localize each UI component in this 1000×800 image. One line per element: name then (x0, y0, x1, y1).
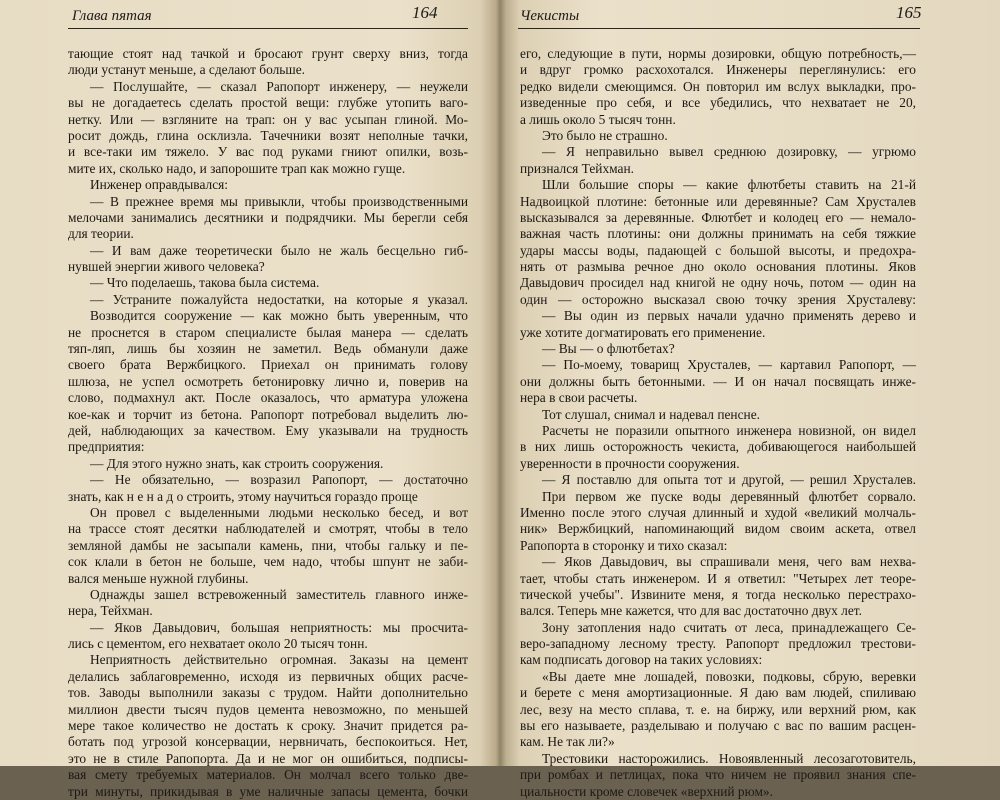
text-line: нера, Тейхман. (68, 603, 153, 619)
text-line: земляной дамбы не засыпали камень, пни, чтобы гальку и пе- (68, 537, 468, 553)
text-line: кое-как и торчит из бетона. Рапопорт потребовал выделить лю- (68, 406, 468, 422)
text-line: веро-западному лесному тресту. Рапопорт предложил трестови- (520, 636, 916, 652)
text-line: Давыдович просидел над книгой не одну ночь, потом — один на (520, 275, 916, 291)
text-line: при ромбах и петлицах, пока что ничем не проявил знания спе- (520, 767, 916, 783)
text-line: Надвоицкой плотине: бетонные или деревянные? Сам Хрусталев (520, 193, 916, 209)
text-line: вы не догадаетесь сделать простой вещи: глубже утопить ваго- (68, 95, 468, 111)
text-line: уже хотите догматировать его применение. (520, 324, 766, 340)
text-line: ботать под угрозой консервации, нервничать, беспокоиться. Нет, (68, 734, 468, 750)
text-line: и вдруг громко расхохотался. Инженеры переглянулись: его (520, 62, 916, 78)
right-page (500, 0, 1000, 799)
text-line: — Я неправильно вывел среднюю дозировку, — угрюмо (542, 144, 916, 160)
text-line: на трассе стоят десятки наблюдателей и смотрят, чтобы в тело (68, 521, 468, 537)
text-line: — Я поставлю для опыта тот и другой, — решил Хрусталев. (542, 472, 916, 488)
text-line: Шли большие споры — какие флютбеты ставить на 21-й (542, 177, 916, 193)
text-line: в них лишь осторожность чекиста, добивающегося наибольшей (520, 439, 916, 455)
text-line: Однажды зашел встревоженный заместитель главного инже- (90, 586, 468, 602)
text-line: — Устраните пожалуйста недостатки, на которые я указал. (90, 291, 468, 307)
text-line: нять от размыва речное дно около основания плотины. Яков (520, 259, 916, 275)
text-line: — Вы — о флютбетах? (542, 341, 675, 357)
text-line: — По-моему, товарищ Хрусталев, — картавил Рапопорт, — (542, 357, 916, 373)
text-line: удары массы воды, падающей с большой высоты, и предохра- (520, 242, 916, 258)
text-line: и все-таки им тяжело. У вас под руками гниют опилки, возь- (68, 144, 468, 160)
text-line: — И вам даже теоретически было не жаль бесцельно гиб- (90, 242, 468, 258)
text-line: вая смету требуемых материалов. Он молчал всего только две- (68, 767, 468, 783)
text-line: и берете с меня амортизационные. Я даю вам людей, спиливаю (520, 685, 916, 701)
text-line: Неприятность действительно огромная. Заказы на цемент (90, 652, 468, 668)
right-page-body (520, 46, 916, 800)
text-line: — Яков Давыдович, вы спрашивали меня, чего вам нехва- (542, 554, 916, 570)
text-line: нера в свои расчеты. (520, 390, 638, 406)
text-line: Трестовики насторожились. Новоявленный лесозаготовитель, (542, 750, 916, 766)
text-line: Рапопорта в сторонку и тихо сказал: (520, 537, 728, 553)
left-page-body (68, 46, 468, 800)
text-line: росит дождь, глина осклизла. Тачечники возят неполные тачки, (68, 127, 468, 143)
text-line: важная часть плотины: они должны принимать на себя тяжкие (520, 226, 916, 242)
left-page-header (68, 2, 468, 29)
right-page-number: 165 (896, 3, 922, 22)
text-line: дей, наблюдающих за качеством. Ему указывали на трудность (68, 422, 468, 438)
text-line: знать, как н е н а д о строить, этому научиться гораздо проще (68, 488, 418, 504)
text-line: Расчеты не поразили опытного инженера новизной, он видел (542, 422, 916, 438)
text-line: уверенности в прочности сооружения. (520, 455, 740, 471)
text-line: мелочами занимались десятники и подрядчики. Мы берегли себя (68, 209, 468, 225)
text-line: это не в стиле Рапопорта. Да и не мог он ошибиться, подписы- (68, 750, 468, 766)
left-page-number: 164 (412, 3, 438, 22)
text-line: предприятия: (68, 439, 145, 455)
text-line: — Для этого нужно знать, как строить сооружения. (90, 455, 384, 471)
text-line: его, следующие в пути, нормы дозировки, общую потребность,— (520, 46, 916, 61)
right-page-header (518, 2, 920, 29)
text-line: тает, чтобы стать инженером. И я ответил: "Четырех лет теоре- (520, 570, 916, 586)
text-line: кам. Не так ли?» (520, 734, 615, 750)
text-line: вался меньше нужной глубины. (68, 570, 249, 586)
text-line: тов. Заводы выполнили заказы с трудом. Найти дополнительно (68, 685, 468, 701)
text-line: мите их, сколько надо, и запорошите трап как можно гуще. (68, 160, 406, 176)
text-line: люди устанут меньше, а сделают больше. (68, 62, 305, 78)
text-line: шлюза, не успел осмотреть бетонировку лично и, поверив на (68, 373, 468, 389)
text-line: слово, подмахнул акт. После оказалось, что арматура уложена (68, 390, 468, 406)
text-line: «Вы даете мне лошадей, повозки, подковы, сбрую, веревки (542, 668, 916, 684)
text-line: они должны быть бетонными. — И он начал посвящать инже- (520, 373, 916, 389)
text-line: миллион двести тысяч пудов цемента невозможно, по меньшей (68, 701, 468, 717)
text-line: Он провел с выделенными людьми несколько бесед, и вот (90, 504, 468, 520)
text-line: своего брата Вержбицкого. Приехал он принимать голову (68, 357, 468, 373)
text-line: для теории. (68, 226, 134, 242)
text-line: ник» Вержбицкий, напоминающий видом своим аскета, отвел (520, 521, 916, 537)
text-line: — Что поделаешь, такова была система. (90, 275, 320, 291)
text-line: Возводится сооружение — как можно быть уверенным, что (90, 308, 468, 324)
text-line: изведенные про себя, и все убедились, что нехватает не 20, (520, 95, 916, 111)
text-line: кам подписать договор на таких условиях: (520, 652, 763, 668)
text-line: При первом же пуске воды деревянный флютбет сорвало. (542, 488, 916, 504)
text-line: Именно после этого случая длинный и худой «великий молчаль- (520, 504, 916, 520)
right-running-title: Чекисты (520, 8, 580, 24)
text-line: сок клали в бетон не больше, чем надо, чтобы шпунт не заби- (68, 554, 468, 570)
text-line: тяп-ляп, лишь бы хозяин не заметил. Ведь обманули даже (68, 341, 468, 357)
text-line: делались заблаговременно, исходя из первичных общих расче- (68, 668, 468, 684)
text-line: лись с цементом, его нехватает около 20 тысяч тонн. (68, 636, 368, 652)
text-line: — В прежнее время мы привыкли, чтобы производственными (90, 193, 468, 209)
text-line: Зону затопления надо считать от леса, принадлежащего Се- (542, 619, 916, 635)
text-line: Это было не страшно. (542, 127, 668, 143)
text-line: — Вы один из первых начали удачно применять дерево и (542, 308, 916, 324)
text-line: Инженер оправдывался: (90, 177, 229, 193)
text-line: — Послушайте, — сказал Рапопорт инженеру, — неужели (90, 78, 468, 94)
text-line: — Яков Давыдович, большая неприятность: мы просчита- (90, 619, 468, 635)
text-line: признался Тейхман. (520, 160, 634, 176)
text-line: а лишь около 5 тысяч тонн. (520, 111, 676, 127)
text-line: Тот слушал, снимал и надевал пенсне. (542, 406, 761, 422)
text-line: один — осторожно высказал свою точку зрения Хрусталеву: (520, 291, 916, 307)
text-line: мере такое количество не достать к сроку. Значит придется ра- (68, 718, 468, 734)
text-line: — Не обязательно, — возразил Рапопорт, — достаточно (90, 472, 468, 488)
text-line: нувшей энергии живого человека? (68, 259, 265, 275)
text-line: тической учебы". Извините меня, я тогда несколько перестрахо- (520, 586, 916, 602)
text-line: вался. Теперь мне кажется, что для вас достаточно двух лет. (520, 603, 863, 619)
text-line: циальности кроме словечек «верхний рюм». (520, 783, 773, 799)
text-line: высказывался за деревянные. Флютбет и колодец его — немало- (520, 209, 916, 225)
text-line: три минуты, прикидывая в уме наличные запасы цемента, бочки (68, 783, 468, 799)
text-line: тающие стоят над тачкой и бросают грунт сверху вниз, тогда (68, 46, 468, 61)
text-line: редко видели смеющимся. Он повторил им вслух выкладки, про- (520, 78, 916, 94)
text-line: вы его называете, разделываю и получаю с вас по вашим расцен- (520, 718, 916, 734)
left-running-title: Глава пятая (72, 8, 152, 24)
left-page (0, 0, 492, 799)
text-line: лес, везу на место сплава, т. е. на биржу, или верхний рюм, как (520, 701, 916, 717)
text-line: не проснется в старом специалисте былая манера — сделать (68, 324, 468, 340)
text-line: нетку. Или — взгляните на трап: он у вас усыпан глиной. Мо- (68, 111, 468, 127)
